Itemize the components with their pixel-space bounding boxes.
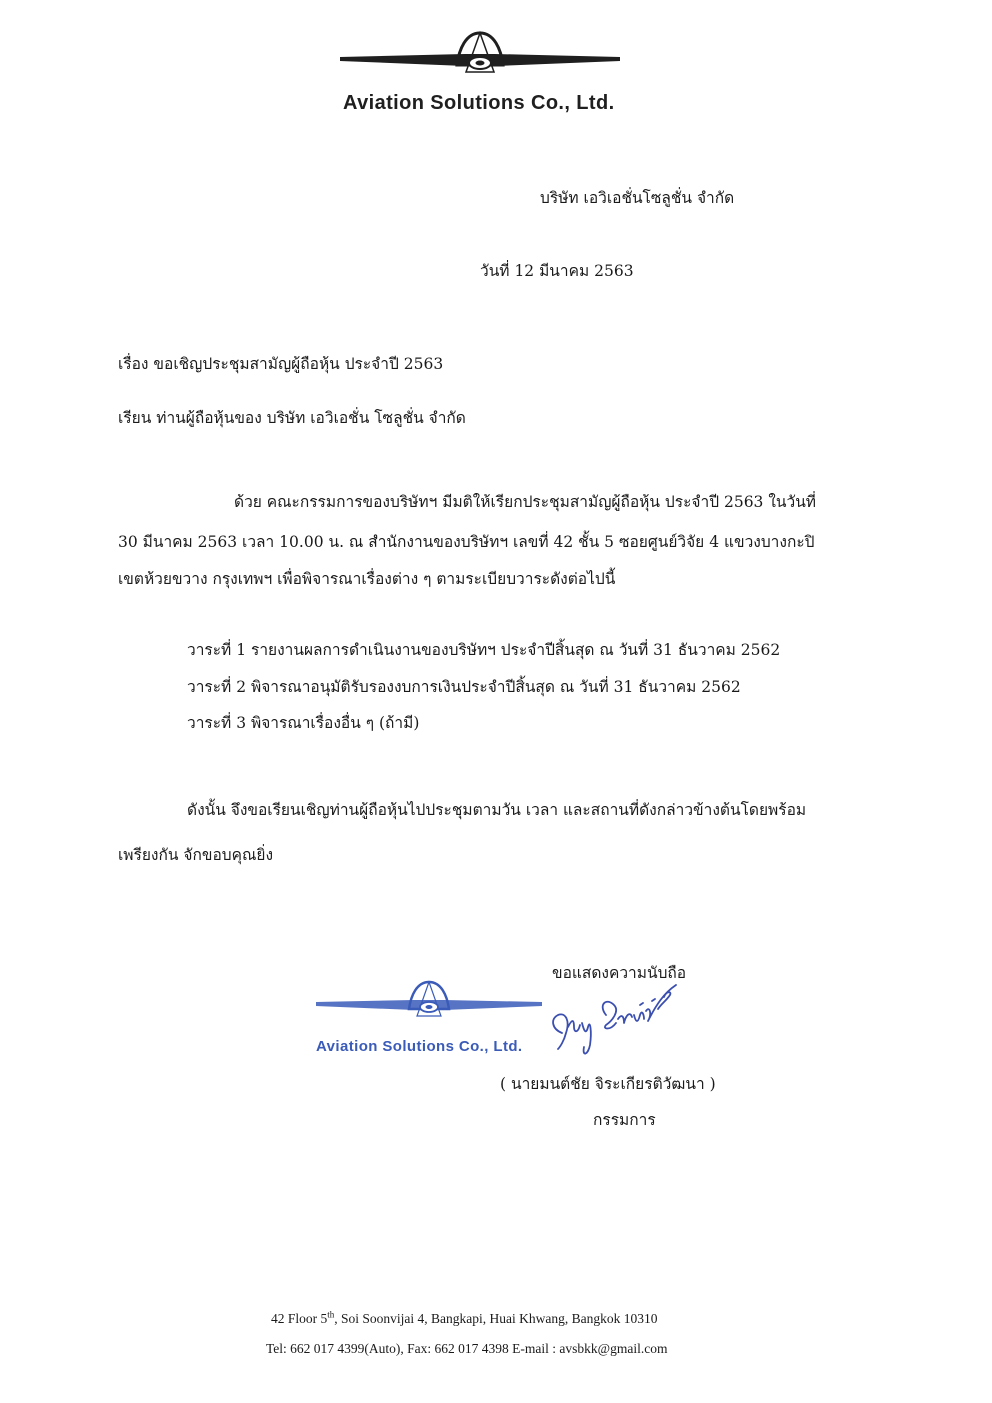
handwritten-signature xyxy=(540,975,710,1065)
signatory-name: ( นายมนต์ชัย จิระเกียรติวัฒนา ) xyxy=(500,1075,716,1093)
airplane-logo-icon xyxy=(335,30,625,92)
body-line-2: 30 มีนาคม 2563 เวลา 10.00 น. ณ สำนักงานของบริษัทฯ เลขที่ 42 ชั้น 5 ซอยศูนย์วิจัย 4 แขวงบางกะปิ xyxy=(118,533,815,551)
stamp-airplane-icon xyxy=(314,980,544,1032)
body-line-3: เขตห้วยขวาง กรุงเทพฯ เพื่อพิจารณาเรื่องต่าง ๆ ตามระเบียบวาระดังต่อไปนี้ xyxy=(118,570,616,588)
agenda-item-2: วาระที่ 2 พิจารณาอนุมัติรับรองงบการเงินประจำปีสิ้นสุด ณ วันที่ 31 ธันวาคม 2562 xyxy=(187,678,741,696)
footer-contact: Tel: 662 017 4399(Auto), Fax: 662 017 4398 E-mail : avsbkk@gmail.com xyxy=(266,1341,668,1356)
sender-company: บริษัท เอวิเอชั่นโซลูชั่น จำกัด xyxy=(540,189,735,207)
agenda-item-1: วาระที่ 1 รายงานผลการดำเนินงานของบริษัทฯ ประจำปีสิ้นสุด ณ วันที่ 31 ธันวาคม 2562 xyxy=(187,641,781,659)
company-stamp xyxy=(314,980,544,1060)
stamp-company-name: Aviation Solutions Co., Ltd. xyxy=(316,1038,523,1055)
footer-address xyxy=(271,1310,658,1328)
footer-address-start: 42 Floor 5 xyxy=(271,1311,328,1326)
closing-line-1: ดังนั้น จึงขอเรียนเชิญท่านผู้ถือหุ้นไปประชุมตามวัน เวลา และสถานที่ดังกล่าวข้างต้นโดยพร้อม xyxy=(187,801,807,819)
letter-date: วันที่ 12 มีนาคม 2563 xyxy=(480,262,634,280)
signatory-title: กรรมการ xyxy=(593,1111,656,1129)
agenda-item-3: วาระที่ 3 พิจารณาเรื่องอื่น ๆ (ถ้ามี) xyxy=(187,714,420,732)
header-company-name: Aviation Solutions Co., Ltd. xyxy=(343,92,615,114)
closing-line-2: เพรียงกัน จักขอบคุณยิ่ง xyxy=(118,846,274,864)
footer-address-end: , Soi Soonvijai 4, Bangkapi, Huai Khwang, Bangkok 10310 xyxy=(334,1311,658,1326)
footer-address-sup: th xyxy=(327,1309,335,1320)
letter-subject: เรื่อง ขอเชิญประชุมสามัญผู้ถือหุ้น ประจำปี 2563 xyxy=(118,355,444,373)
regards-text: ขอแสดงความนับถือ xyxy=(552,964,687,982)
letter-recipient: เรียน ท่านผู้ถือหุ้นของ บริษัท เอวิเอชั่น โซลูชั่น จำกัด xyxy=(118,409,466,427)
header-logo xyxy=(335,30,625,120)
body-line-1: ด้วย คณะกรรมการของบริษัทฯ มีมติให้เรียกประชุมสามัญผู้ถือหุ้น ประจำปี 2563 ในวันที่ xyxy=(234,493,817,511)
